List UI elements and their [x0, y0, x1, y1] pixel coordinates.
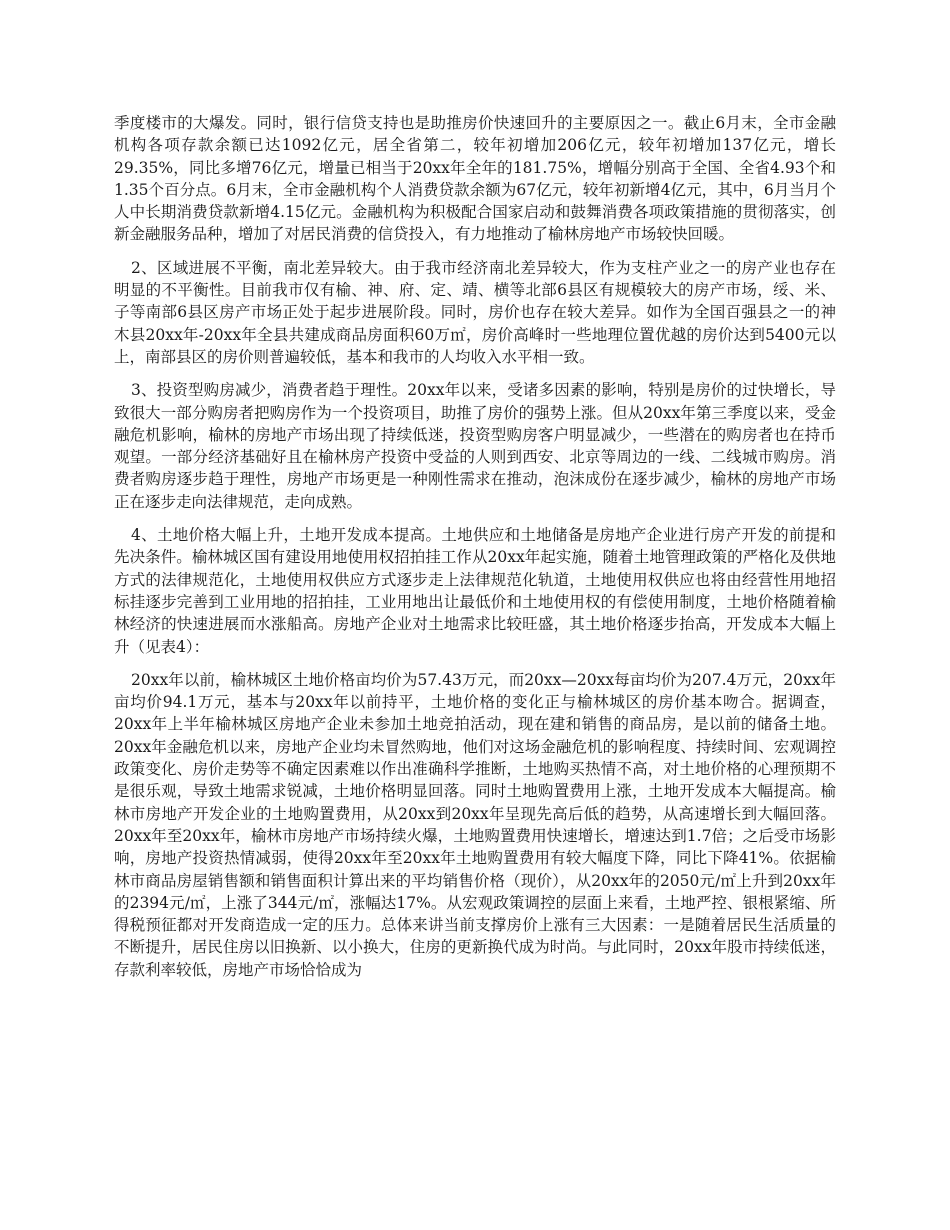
paragraph-regional-imbalance: 2、区域进展不平衡，南北差异较大。由于我市经济南北差异较大，作为支柱产业之一的房产业也存在明显的不平衡性。目前我市仅有榆、神、府、定、靖、横等北部6县区有规模较大的房产市场，绥、米、子等南部6县区房产市场正处于起步进展阶段。同时，房价也存在较大差异。如作为全国百强县之一的神木县20xx年-20xx年全县共建成商品房面积60万㎡，房价高峰时一些地理位置优越的房价达到5400元以上，南部县区的房价则普遍较低，基本和我市的人均收入水平相一致。 [114, 258, 836, 366]
paragraph-investment-purchases: 3、投资型购房减少，消费者趋于理性。20xx年以来，受诸多因素的影响，特别是房价的过快增长，导致很大一部分购房者把购房作为一个投资项目，助推了房价的强势上涨。但从20xx年第三季度以来，受金融危机影响，榆林的房地产市场出现了持续低迷，投资型购房客户明显减少，一些潜在的购房者也在持币观望。一部分经济基础好且在榆林房产投资中受益的人则到西安、北京等周边的一线、二线城市购房。消费者购房逐步趋于理性，房地产市场更是一种刚性需求在推动，泡沫成份在逐步减少，榆林的房地产市场正在逐步走向法律规范，走向成熟。 [114, 381, 836, 511]
paragraph-credit-support: 季度楼市的大爆发。同时，银行信贷支持也是助推房价快速回升的主要原因之一。截止6月末，全市金融机构各项存款余额已达1092亿元，居全省第二，较年初增加206亿元，较年初增加137亿元，增长29.35%，同比多增76亿元，增量已相当于20xx年全年的181.75%，增幅分别高于全国、全省4.93个和1.35个百分点。6月末，全市金融机构个人消费贷款余额为67亿元，较年初新增4亿元，其中，6月当月个人中长期消费贷款新增4.15亿元。金融机构为积极配合国家启动和鼓舞消费各项政策措施的贯彻落实，创新金融服务品种，增加了对居民消费的信贷投入，有力地推动了榆林房地产市场较快回暖。 [114, 114, 836, 244]
paragraph-land-price-details: 20xx年以前，榆林城区土地价格亩均价为57.43万元，而20xx—20xx每亩均价为207.4万元，20xx年亩均价94.1万元，基本与20xx年以前持平，土地价格的变化正与榆林城区的房价基本吻合。据调查，20xx年上半年榆林城区房地产企业未参加土地竞拍活动，现在建和销售的商品房，是以前的储备土地。20xx年金融危机以来，房地产企业均未冒然购地，他们对这场金融危机的影响程度、持续时间、宏观调控政策变化、房价走势等不确定因素难以作出准确科学推断，土地购买热情不高，对土地价格的心理预期不是很乐观，导致土地需求锐减，土地价格明显回落。同时土地购置费用上涨，土地开发成本大幅提高。榆林市房地产开发企业的土地购置费用，从20xx到20xx年呈现先高后低的趋势，从高速增长到大幅回落。20xx年至20xx年，榆林市房地产市场持续火爆，土地购置费用快速增长，增速达到1.7倍；之后受市场影响，房地产投资热情减弱，使得20xx年至20xx年土地购置费用有较大幅度下降，同比下降41%。依据榆林市商品房屋销售额和销售面积计算出来的平均销售价格（现价），从20xx年的2050元/㎡上升到20xx年的2394元/㎡，上涨了344元/㎡，涨幅达17%。从宏观政策调控的层面上来看，土地严控、银根紧缩、所得税预征都对开发商造成一定的压力。总体来讲当前支撑房价上涨有三大因素：一是随着居民生活质量的不断提升，居民住房以旧换新、以小换大，住房的更新换代成为时尚。与此同时，20xx年股市持续低迷，存款利率较低，房地产市场恰恰成为 [114, 670, 836, 979]
document-page [114, 112, 836, 992]
paragraph-land-prices: 4、土地价格大幅上升，土地开发成本提高。土地供应和土地储备是房地产企业进行房产开发的前提和先决条件。榆林城区国有建设用地使用权招拍挂工作从20xx年起实施，随着土地管理政策的严格化及供地方式的法律规范化，土地使用权供应方式逐步走上法律规范化轨道，土地使用权供应也将由经营性用地招标挂逐步完善到工业用地的招拍挂，工业用地出让最低价和土地使用权的有偿使用制度，土地价格随着榆林经济的快速进展而水涨船高。房地产企业对土地需求比较旺盛，其土地价格逐步抬高，开发成本大幅上升（见表4）： [114, 526, 836, 656]
